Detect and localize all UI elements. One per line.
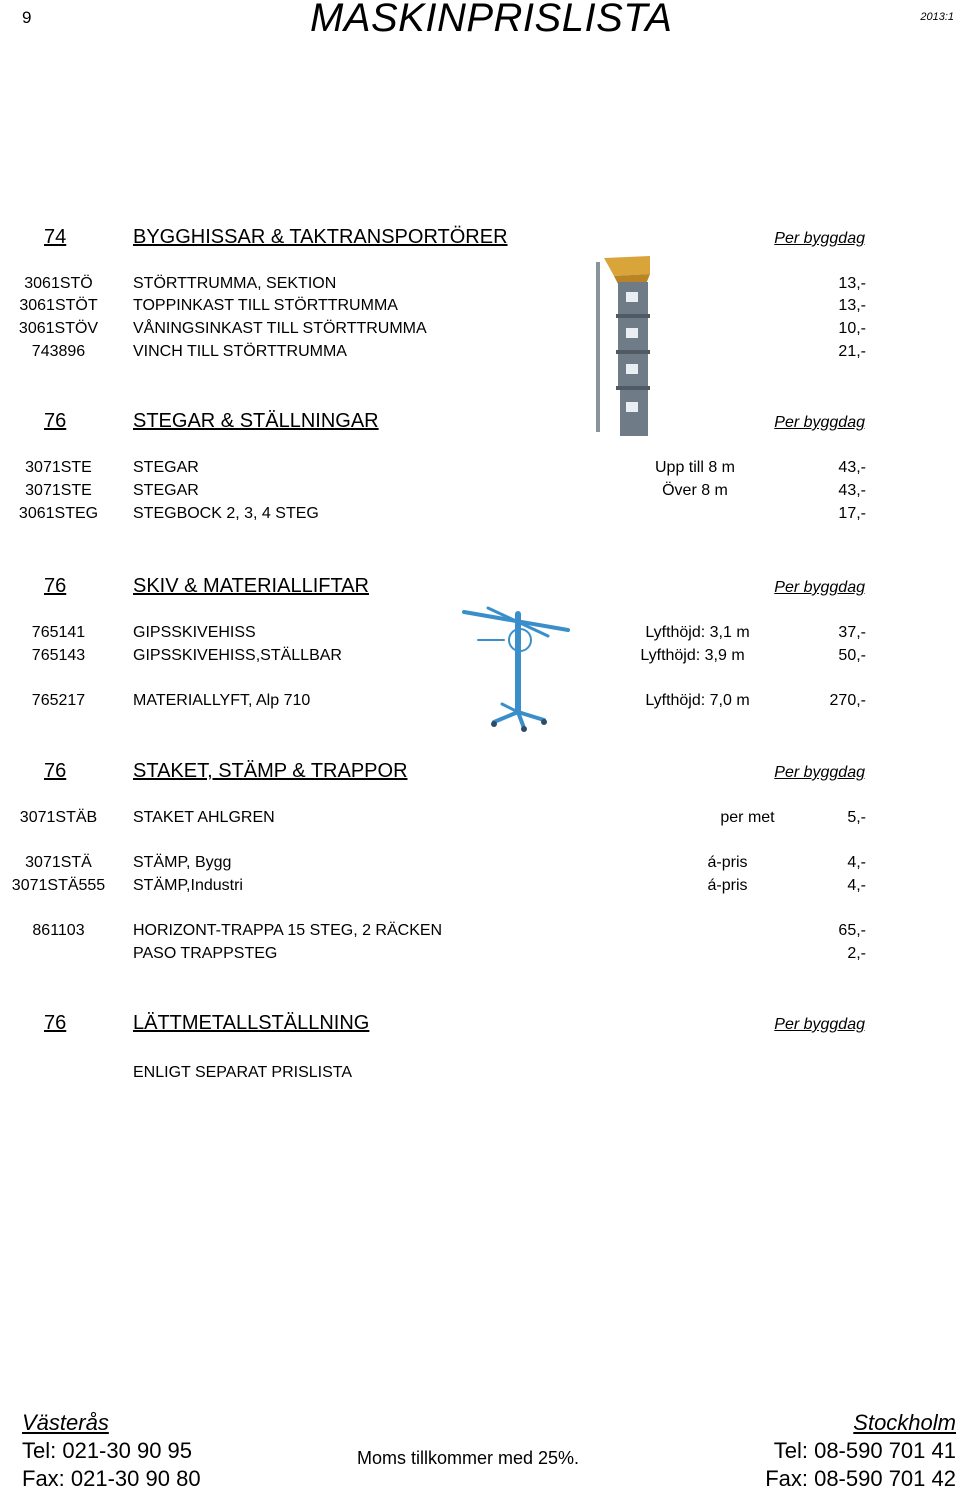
article-note: Upp till 8 m (654, 459, 736, 476)
article-price: 50,- (838, 647, 866, 664)
article-code: 3071STÄB (19, 809, 98, 826)
per-byggdag-label: Per byggdag (774, 230, 865, 247)
chute-illustration (596, 252, 660, 440)
section-number: 76 (44, 575, 67, 597)
article-description: STAKET AHLGREN (133, 809, 275, 826)
section-title: SKIV & MATERIALLIFTAR (133, 575, 369, 597)
section-number: 76 (44, 1012, 67, 1034)
article-description: STÄMP, Bygg (133, 854, 232, 871)
article-description: HORIZONT-TRAPPA 15 STEG, 2 RÄCKEN (133, 922, 443, 939)
page-title: MASKINPRISLISTA (310, 0, 673, 40)
section-title: BYGGHISSAR & TAKTRANSPORTÖRER (133, 226, 508, 248)
article-code: 3061STÖT (19, 297, 98, 314)
article-code: 765143 (31, 647, 86, 664)
footer-city-stockholm: Stockholm (853, 1410, 956, 1435)
article-description: STÖRTTRUMMA, SEKTION (133, 275, 337, 292)
footer-tel-stockholm: Tel: 08-590 701 41 (773, 1438, 956, 1463)
article-description: STEGAR (133, 482, 199, 499)
article-description: STEGBOCK 2, 3, 4 STEG (133, 505, 319, 522)
article-code: 3061STÖ (24, 275, 93, 292)
article-description: STÄMP,Industri (133, 877, 243, 894)
article-description: MATERIALLYFT, Alp 710 (133, 692, 311, 709)
article-description: GIPSSKIVEHISS (133, 624, 256, 641)
article-price: 10,- (838, 320, 866, 337)
drywall-lift-illustration (458, 606, 570, 732)
article-price: 2,- (847, 945, 866, 962)
section-number: 76 (44, 760, 67, 782)
article-price: 13,- (838, 297, 866, 314)
article-price: 21,- (838, 343, 866, 360)
footer-city-vasteras: Västerås (22, 1410, 109, 1435)
article-code: 3071STÄ555 (11, 877, 106, 894)
section-number: 76 (44, 410, 67, 432)
article-note: á-pris (707, 877, 748, 894)
article-price: 43,- (838, 459, 866, 476)
vat-note: Moms tillkommer med 25%. (357, 1448, 580, 1468)
article-description: GIPSSKIVEHISS,STÄLLBAR (133, 647, 342, 664)
article-price: 17,- (838, 505, 866, 522)
article-code: 3071STE (25, 459, 92, 476)
article-code: 3071STÄ (25, 854, 92, 871)
footer-fax-vasteras: Fax: 021-30 90 80 (22, 1466, 201, 1491)
article-price: 270,- (829, 692, 866, 709)
per-byggdag-label: Per byggdag (774, 764, 865, 781)
section-title: STAKET, STÄMP & TRAPPOR (133, 760, 408, 782)
per-byggdag-label: Per byggdag (774, 579, 865, 596)
article-code: 3061STÖV (18, 320, 99, 337)
article-price: 13,- (838, 275, 866, 292)
section-number: 74 (44, 226, 67, 248)
footer-tel-vasteras: Tel: 021-30 90 95 (22, 1438, 193, 1463)
per-byggdag-label: Per byggdag (774, 414, 865, 431)
per-byggdag-label: Per byggdag (774, 1016, 865, 1033)
article-description: VINCH TILL STÖRTTRUMMA (133, 343, 347, 360)
article-note: Lyfthöjd: 7,0 m (645, 692, 750, 709)
article-price: 4,- (847, 877, 866, 894)
article-code: 861103 (32, 922, 85, 939)
edition-label: 2013:1 (920, 11, 954, 23)
article-price: 4,- (847, 854, 866, 871)
article-code: 765217 (31, 692, 86, 709)
section-title: STEGAR & STÄLLNINGAR (133, 410, 379, 432)
article-note: per met (720, 809, 775, 826)
article-note: Lyfthöjd: 3,9 m (640, 647, 745, 664)
article-price: 65,- (838, 922, 866, 939)
article-description: VÅNINGSINKAST TILL STÖRTTRUMMA (133, 320, 427, 337)
article-note: Lyfthöjd: 3,1 m (645, 624, 750, 641)
section-title: LÄTTMETALLSTÄLLNING (133, 1012, 370, 1034)
article-code: 3071STE (25, 482, 92, 499)
article-description: TOPPINKAST TILL STÖRTTRUMMA (133, 297, 398, 314)
article-price: 5,- (847, 809, 866, 826)
article-price: 43,- (838, 482, 866, 499)
article-price: 37,- (838, 624, 866, 641)
page-number: 9 (22, 8, 32, 27)
article-note: Över 8 m (662, 482, 728, 499)
footer-fax-stockholm: Fax: 08-590 701 42 (765, 1466, 956, 1491)
article-note: á-pris (707, 854, 748, 871)
article-code: 743896 (31, 343, 86, 360)
article-code: 3061STEG (18, 505, 99, 522)
article-code: 765141 (31, 624, 86, 641)
article-description: ENLIGT SEPARAT PRISLISTA (133, 1064, 353, 1081)
article-description: PASO TRAPPSTEG (133, 945, 278, 962)
article-description: STEGAR (133, 459, 199, 476)
